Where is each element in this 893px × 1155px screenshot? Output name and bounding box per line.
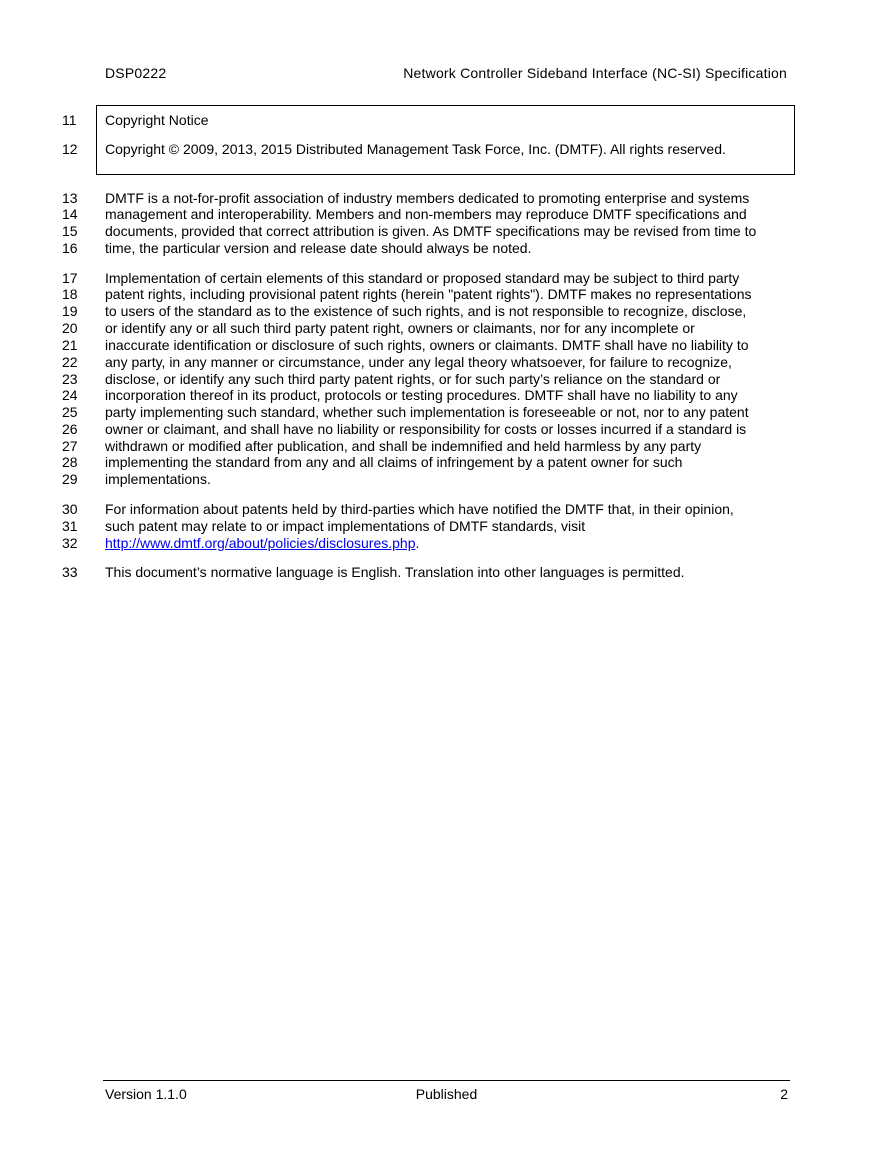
line-number: 12 xyxy=(62,141,78,157)
line-number: 13 xyxy=(62,190,78,206)
line-text: owner or claimant, and shall have no liability or responsibility for costs or losses incurred if a standard is xyxy=(105,421,747,437)
line-text: to users of the standard as to the existence of such rights, and is not responsible to recognize, disclose, xyxy=(105,303,747,319)
header-title: Network Controller Sideband Interface (NC-SI) Specification xyxy=(403,65,787,81)
line-number: 23 xyxy=(62,371,78,387)
line-number: 19 xyxy=(62,303,78,319)
line-number: 24 xyxy=(62,387,78,403)
line-text: For information about patents held by third-parties which have notified the DMTF that, in their opinion, xyxy=(105,501,734,517)
disclosures-link[interactable]: http://www.dmtf.org/about/policies/disclosures.php xyxy=(105,535,416,551)
header-doc-id: DSP0222 xyxy=(105,65,167,81)
line-text: Copyright Notice xyxy=(105,112,209,128)
line-number: 22 xyxy=(62,354,78,370)
line-number: 20 xyxy=(62,320,78,336)
line-text: inaccurate identification or disclosure of such rights, owners or claimants. DMTF shall have no liability to xyxy=(105,337,749,353)
line-text: implementing the standard from any and all claims of infringement by a patent owner for such xyxy=(105,454,683,470)
link-trailing-punctuation: . xyxy=(415,535,420,551)
line-text: withdrawn or modified after publication, and shall be indemnified and held harmless by any party xyxy=(105,438,702,454)
line-text: implementations. xyxy=(105,471,211,487)
line-text: any party, in any manner or circumstance, under any legal theory whatsoever, for failure to recognize, xyxy=(105,354,732,370)
footer-version: Version 1.1.0 xyxy=(105,1086,187,1102)
line-text: management and interoperability. Members and non-members may reproduce DMTF specifications and xyxy=(105,206,747,222)
line-text: disclose, or identify any such third party patent rights, or for such party’s reliance on the standard or xyxy=(105,371,721,387)
line-text: time, the particular version and release date should always be noted. xyxy=(105,240,532,256)
line-text: documents, provided that correct attribution is given. As DMTF specifications may be revised from time to xyxy=(105,223,757,239)
line-text xyxy=(105,535,795,552)
line-number: 16 xyxy=(62,240,78,256)
line-text: party implementing such standard, whether such implementation is foreseeable or not, nor to any patent xyxy=(105,404,749,420)
line-number: 28 xyxy=(62,454,78,470)
line-number: 21 xyxy=(62,337,78,353)
line-number: 33 xyxy=(62,564,78,580)
line-number: 30 xyxy=(62,501,78,517)
line-number: 27 xyxy=(62,438,78,454)
line-number: 14 xyxy=(62,206,78,222)
line-number: 29 xyxy=(62,471,78,487)
line-text: DMTF is a not-for-profit association of industry members dedicated to promoting enterprise and systems xyxy=(105,190,750,206)
line-number: 17 xyxy=(62,270,78,286)
line-text: patent rights, including provisional patent rights (herein "patent rights"). DMTF makes no representations xyxy=(105,286,752,302)
line-number: 31 xyxy=(62,518,78,534)
line-text: Implementation of certain elements of this standard or proposed standard may be subject to third party xyxy=(105,270,740,286)
line-number: 15 xyxy=(62,223,78,239)
line-text: This document’s normative language is English. Translation into other languages is permitted. xyxy=(105,564,685,580)
line-number: 18 xyxy=(62,286,78,302)
line-text: such patent may relate to or impact implementations of DMTF standards, visit xyxy=(105,518,586,534)
line-number: 32 xyxy=(62,535,78,551)
line-text: or identify any or all such third party patent right, owners or claimants, nor for any incomplete or xyxy=(105,320,695,336)
line-number: 25 xyxy=(62,404,78,420)
line-text: Copyright © 2009, 2013, 2015 Distributed Management Task Force, Inc. (DMTF). All rights reserved. xyxy=(105,141,726,157)
footer-status: Published xyxy=(415,1086,478,1102)
line-number: 26 xyxy=(62,421,78,437)
footer-page-number: 2 xyxy=(780,1086,788,1102)
line-text: incorporation thereof in its product, protocols or testing procedures. DMTF shall have no liability to any xyxy=(105,387,738,403)
footer-rule xyxy=(103,1080,790,1081)
line-number: 11 xyxy=(62,112,77,128)
